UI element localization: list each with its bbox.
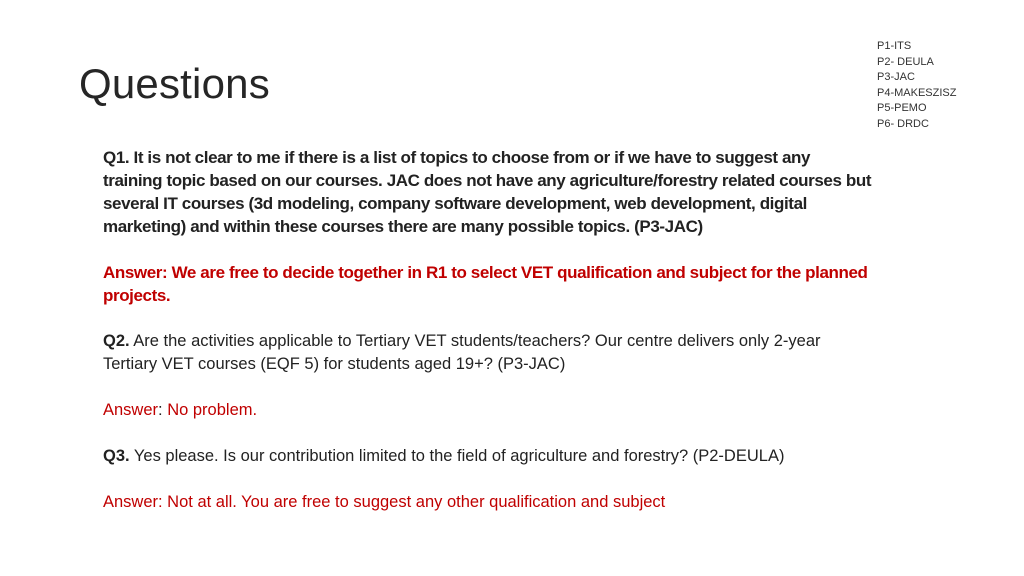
question-2 bbox=[103, 330, 873, 376]
answer-2 bbox=[103, 399, 873, 422]
question-3-label: Q3. bbox=[103, 447, 130, 465]
question-3 bbox=[103, 445, 873, 468]
answer-2-label: Answer bbox=[103, 401, 159, 419]
partner-item: P3-JAC bbox=[877, 71, 915, 83]
answer-1: Answer: We are free to decide together in R1 to select VET qualification and subject for the planned projects. bbox=[103, 263, 868, 305]
partner-item: P6- DRDC bbox=[877, 117, 929, 130]
partner-item: P2- DEULA bbox=[877, 55, 934, 68]
question-1: Q1. It is not clear to me if there is a list of topics to choose from or if we have to suggest any training topic based on our courses. JAC does not have any agriculture/forestry related courses but several IT courses (3d modeling, company software development, web development, digital marketing) and within these courses there are many possible topics. (P3-JAC) bbox=[103, 148, 872, 236]
question-3-text: Yes please. Is our contribution limited to the field of agriculture and forestry? (P2-DEULA) bbox=[129, 447, 785, 465]
partner-item: P5-PEMO bbox=[877, 102, 927, 114]
answer-3: Answer: Not at all. You are free to suggest any other qualification and subject bbox=[103, 493, 666, 511]
question-2-text: Are the activities applicable to Tertiary VET students/teachers? Our centre delivers only 2-year Tertiary VET courses (EQF 5) for students aged 19+? (P3-JAC) bbox=[103, 332, 821, 373]
partner-list bbox=[877, 39, 956, 132]
answer-2-colon: : bbox=[158, 401, 163, 419]
partner-item: P4-MAKESZISZ bbox=[877, 86, 957, 99]
answer-2-text: No problem. bbox=[162, 401, 258, 419]
partner-item: P1-ITS bbox=[877, 40, 912, 52]
page-title: Questions bbox=[79, 60, 270, 107]
question-2-label: Q2. bbox=[103, 332, 130, 350]
qa-content bbox=[103, 146, 873, 514]
